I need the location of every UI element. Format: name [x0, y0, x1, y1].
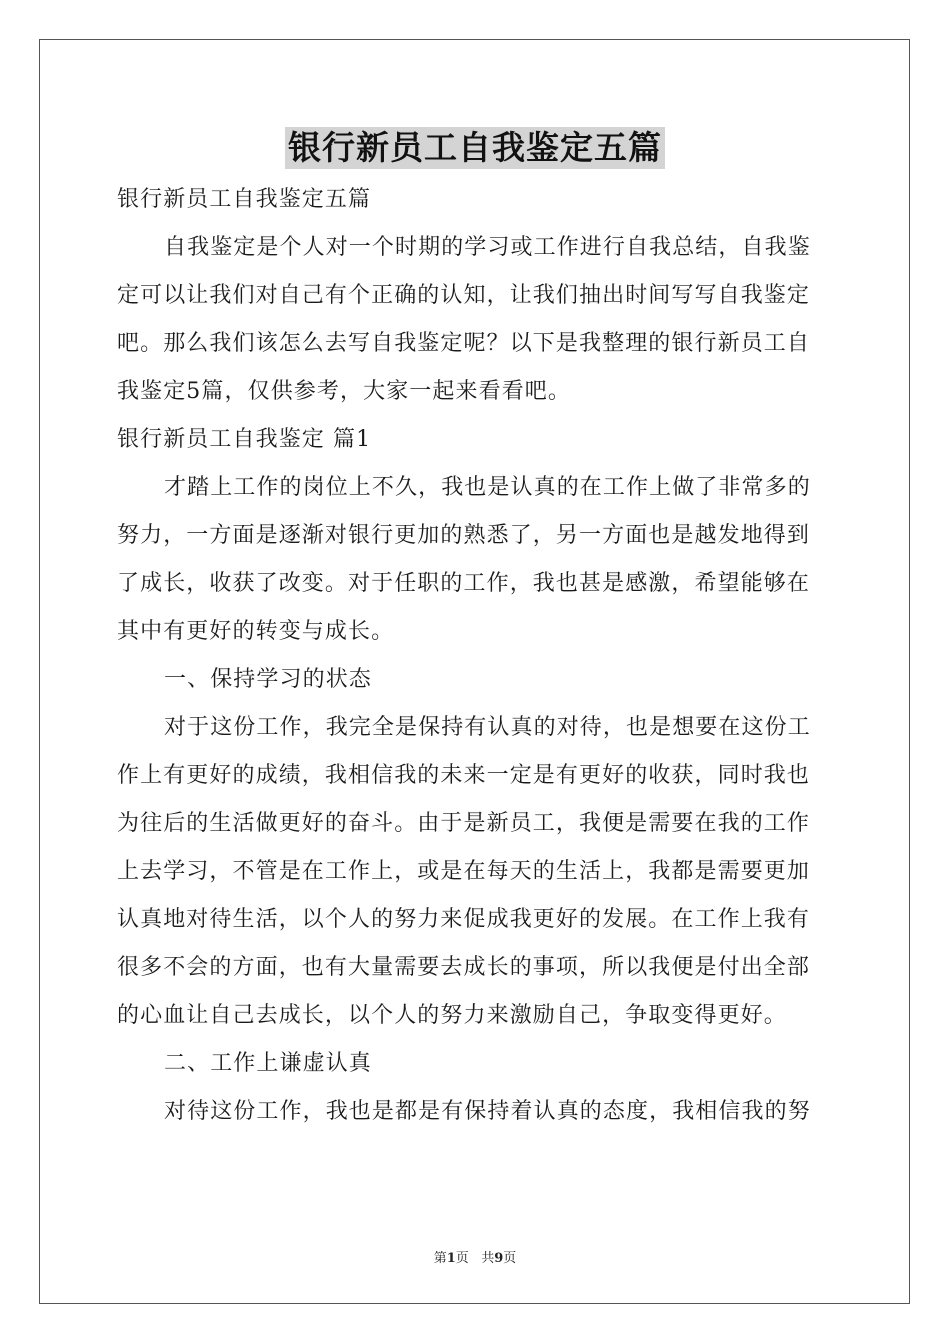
text-line: 银行新员工自我鉴定 篇1 — [117, 427, 372, 452]
title-container — [0, 127, 950, 169]
text-line: 的心血让自己去成长，以个人的努力来激励自己，争取变得更好。 — [117, 1003, 787, 1028]
footer-total-suffix: 页 — [503, 1251, 517, 1266]
text-line: 吧。那么我们该怎么去写自我鉴定呢？以下是我整理的银行新员工自 — [117, 331, 811, 356]
document-body — [117, 176, 833, 1136]
text-line: 对待这份工作，我也是都是有保持着认真的态度，我相信我的努 — [164, 1099, 811, 1124]
text-line: 定可以让我们对自己有个正确的认知，让我们抽出时间写写自我鉴定 — [117, 283, 811, 308]
text-line: 上去学习，不管是在工作上，或是在每天的生活上，我都是需要更加 — [117, 859, 811, 884]
text-line: 二、工作上谦虚认真 — [164, 1051, 372, 1076]
text-line: 对于这份工作，我完全是保持有认真的对待，也是想要在这份工 — [164, 715, 811, 740]
text-line: 了成长，收获了改变。对于任职的工作，我也甚是感激，希望能够在 — [117, 571, 811, 596]
footer-page-number: 1 — [446, 1251, 456, 1266]
text-line: 自我鉴定是个人对一个时期的学习或工作进行自我总结，自我鉴 — [164, 235, 811, 260]
text-line: 我鉴定5篇，仅供参考，大家一起来看看吧。 — [117, 379, 571, 404]
text-line: 认真地对待生活，以个人的努力来促成我更好的发展。在工作上我有 — [117, 907, 811, 932]
footer-total-pages: 9 — [494, 1251, 504, 1266]
text-line: 一、保持学习的状态 — [164, 667, 372, 692]
document-title: 银行新员工自我鉴定五篇 — [285, 127, 665, 169]
text-line: 银行新员工自我鉴定五篇 — [117, 187, 372, 212]
text-line: 才踏上工作的岗位上不久，我也是认真的在工作上做了非常多的 — [164, 475, 811, 500]
text-line: 作上有更好的成绩，我相信我的未来一定是有更好的收获，同时我也 — [117, 763, 811, 788]
footer-page-suffix: 页 — [455, 1251, 469, 1266]
text-line: 其中有更好的转变与成长。 — [117, 619, 395, 644]
page-footer — [0, 1247, 950, 1266]
text-line: 为往后的生活做更好的奋斗。由于是新员工，我便是需要在我的工作 — [117, 811, 811, 836]
footer-page-prefix: 第 — [433, 1251, 447, 1266]
footer-total-prefix: 共 — [481, 1251, 495, 1266]
text-line: 努力，一方面是逐渐对银行更加的熟悉了，另一方面也是越发地得到 — [117, 523, 811, 548]
text-line: 很多不会的方面，也有大量需要去成长的事项，所以我便是付出全部 — [117, 955, 811, 980]
